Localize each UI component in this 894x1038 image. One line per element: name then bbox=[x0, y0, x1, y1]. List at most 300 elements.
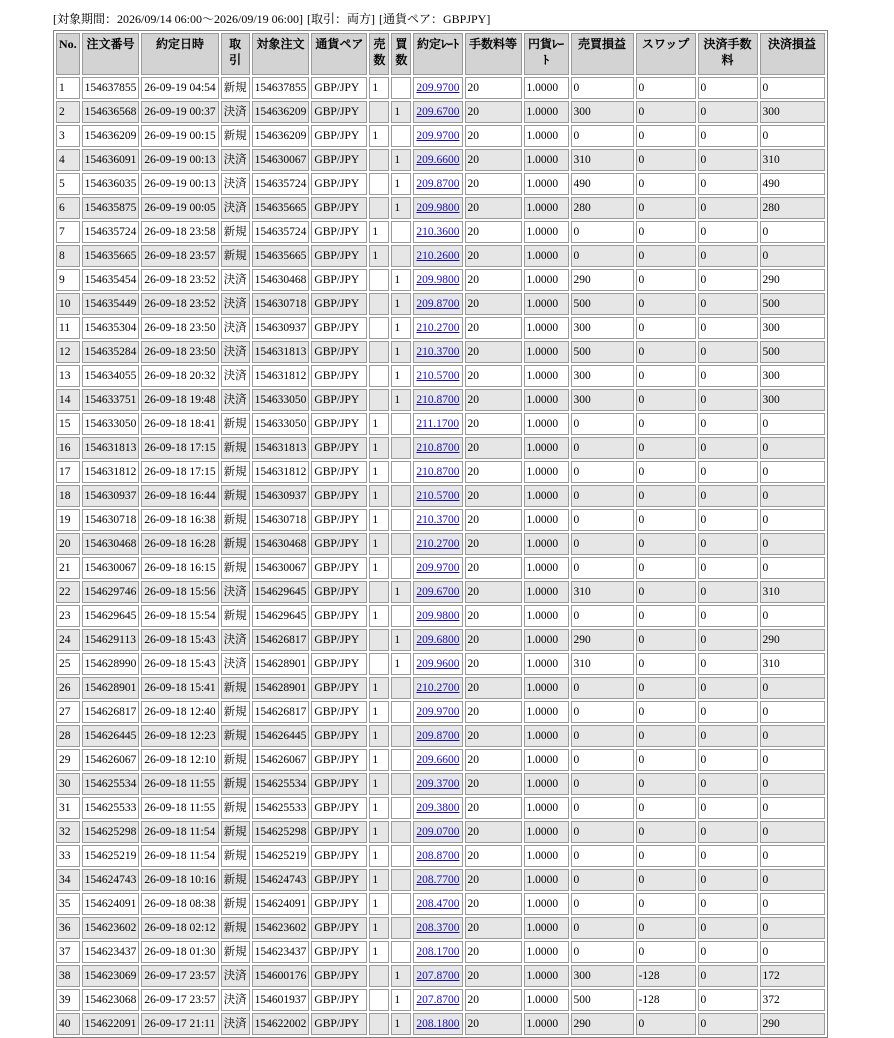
cell-execution-datetime: 26-09-18 23:57 bbox=[141, 245, 218, 267]
cell-trade-type: 決済 bbox=[221, 365, 250, 387]
cell-close-fee: 0 bbox=[698, 437, 758, 459]
cell-close-fee: 0 bbox=[698, 485, 758, 507]
execution-rate-link[interactable]: 209.6700 bbox=[416, 586, 460, 598]
execution-rate-link[interactable]: 208.8700 bbox=[416, 850, 460, 862]
cell-order-number: 154622091 bbox=[82, 1013, 140, 1035]
cell-trade-pl: 0 bbox=[571, 917, 634, 939]
cell-trade-pl: 0 bbox=[571, 125, 634, 147]
cell-execution-rate bbox=[413, 749, 462, 771]
cell-yen-rate: 1.0000 bbox=[524, 917, 569, 939]
cell-currency-pair: GBP/JPY bbox=[311, 269, 367, 291]
cell-execution-rate bbox=[413, 821, 462, 843]
cell-close-pl: 280 bbox=[760, 197, 825, 219]
cell-no: 15 bbox=[56, 413, 80, 435]
cell-close-fee: 0 bbox=[698, 533, 758, 555]
cell-execution-rate bbox=[413, 221, 462, 243]
cell-close-fee: 0 bbox=[698, 773, 758, 795]
cell-fee: 20 bbox=[465, 269, 522, 291]
cell-trade-type: 新規 bbox=[221, 869, 250, 891]
cell-order-number: 154626445 bbox=[82, 725, 140, 747]
col-header-execution-datetime: 約定日時 bbox=[141, 33, 218, 75]
cell-order-number: 154628901 bbox=[82, 677, 140, 699]
cell-close-fee: 0 bbox=[698, 917, 758, 939]
cell-execution-rate bbox=[413, 365, 462, 387]
cell-trade-type: 新規 bbox=[221, 821, 250, 843]
cell-currency-pair: GBP/JPY bbox=[311, 437, 367, 459]
cell-target-order: 154628901 bbox=[252, 677, 310, 699]
cell-close-fee: 0 bbox=[698, 221, 758, 243]
execution-rate-link[interactable]: 209.9700 bbox=[416, 562, 460, 574]
execution-rate-link[interactable]: 208.1700 bbox=[416, 946, 460, 958]
table-row bbox=[56, 749, 825, 771]
cell-trade-pl: 490 bbox=[571, 173, 634, 195]
cell-execution-datetime: 26-09-18 08:38 bbox=[141, 893, 218, 915]
cell-trade-pl: 0 bbox=[571, 749, 634, 771]
cell-swap: 0 bbox=[636, 197, 696, 219]
cell-buy-qty bbox=[391, 725, 411, 747]
execution-rate-link[interactable]: 210.2700 bbox=[416, 538, 460, 550]
cell-execution-datetime: 26-09-18 17:15 bbox=[141, 437, 218, 459]
cell-sell-qty: 1 bbox=[369, 413, 389, 435]
cell-execution-rate bbox=[413, 293, 462, 315]
execution-rate-link[interactable]: 209.8700 bbox=[416, 730, 460, 742]
cell-target-order: 154629645 bbox=[252, 581, 310, 603]
execution-rate-link[interactable]: 207.8700 bbox=[416, 994, 460, 1006]
cell-trade-pl: 0 bbox=[571, 941, 634, 963]
cell-order-number: 154636035 bbox=[82, 173, 140, 195]
cell-buy-qty: 1 bbox=[391, 341, 411, 363]
cell-trade-pl: 0 bbox=[571, 533, 634, 555]
cell-close-fee: 0 bbox=[698, 653, 758, 675]
cell-swap: 0 bbox=[636, 917, 696, 939]
cell-swap: 0 bbox=[636, 509, 696, 531]
cell-no: 8 bbox=[56, 245, 80, 267]
execution-rate-link[interactable]: 209.8700 bbox=[416, 298, 460, 310]
cell-currency-pair: GBP/JPY bbox=[311, 677, 367, 699]
cell-trade-pl: 300 bbox=[571, 101, 634, 123]
execution-rate-link[interactable]: 210.8700 bbox=[416, 394, 460, 406]
cell-buy-qty bbox=[391, 77, 411, 99]
cell-fee: 20 bbox=[465, 701, 522, 723]
cell-fee: 20 bbox=[465, 557, 522, 579]
table-row bbox=[56, 341, 825, 363]
cell-target-order: 154630067 bbox=[252, 149, 310, 171]
cell-order-number: 154629746 bbox=[82, 581, 140, 603]
cell-execution-datetime: 26-09-19 00:05 bbox=[141, 197, 218, 219]
cell-close-fee: 0 bbox=[698, 341, 758, 363]
cell-fee: 20 bbox=[465, 389, 522, 411]
cell-fee: 20 bbox=[465, 941, 522, 963]
execution-rate-link[interactable]: 209.9800 bbox=[416, 202, 460, 214]
cell-execution-rate bbox=[413, 989, 462, 1011]
execution-rate-link[interactable]: 208.1800 bbox=[416, 1018, 460, 1030]
cell-close-fee: 0 bbox=[698, 245, 758, 267]
cell-trade-type: 新規 bbox=[221, 725, 250, 747]
cell-currency-pair: GBP/JPY bbox=[311, 581, 367, 603]
cell-target-order: 154636209 bbox=[252, 101, 310, 123]
cell-no: 27 bbox=[56, 701, 80, 723]
cell-no: 1 bbox=[56, 77, 80, 99]
cell-trade-type: 決済 bbox=[221, 149, 250, 171]
cell-fee: 20 bbox=[465, 125, 522, 147]
cell-currency-pair: GBP/JPY bbox=[311, 773, 367, 795]
cell-execution-rate bbox=[413, 893, 462, 915]
cell-execution-rate bbox=[413, 677, 462, 699]
execution-rate-link[interactable]: 209.0700 bbox=[416, 826, 460, 838]
cell-close-fee: 0 bbox=[698, 557, 758, 579]
execution-rate-link[interactable]: 209.3800 bbox=[416, 802, 460, 814]
cell-execution-rate bbox=[413, 485, 462, 507]
execution-rate-link[interactable]: 209.6600 bbox=[416, 154, 460, 166]
cell-execution-datetime: 26-09-19 04:54 bbox=[141, 77, 218, 99]
cell-close-pl: 0 bbox=[760, 797, 825, 819]
cell-trade-type: 決済 bbox=[221, 389, 250, 411]
cell-yen-rate: 1.0000 bbox=[524, 173, 569, 195]
cell-order-number: 154626817 bbox=[82, 701, 140, 723]
cell-swap: 0 bbox=[636, 293, 696, 315]
cell-no: 21 bbox=[56, 557, 80, 579]
cell-close-fee: 0 bbox=[698, 293, 758, 315]
cell-trade-pl: 0 bbox=[571, 605, 634, 627]
cell-no: 30 bbox=[56, 773, 80, 795]
cell-trade-type: 新規 bbox=[221, 773, 250, 795]
cell-target-order: 154630468 bbox=[252, 269, 310, 291]
cell-order-number: 154623068 bbox=[82, 989, 140, 1011]
cell-yen-rate: 1.0000 bbox=[524, 653, 569, 675]
cell-trade-type: 決済 bbox=[221, 629, 250, 651]
cell-yen-rate: 1.0000 bbox=[524, 893, 569, 915]
cell-buy-qty bbox=[391, 245, 411, 267]
cell-currency-pair: GBP/JPY bbox=[311, 725, 367, 747]
cell-execution-rate bbox=[413, 413, 462, 435]
cell-order-number: 154636091 bbox=[82, 149, 140, 171]
cell-trade-pl: 0 bbox=[571, 725, 634, 747]
execution-rate-link[interactable]: 211.1700 bbox=[416, 418, 460, 430]
cell-close-pl: 0 bbox=[760, 869, 825, 891]
cell-trade-pl: 0 bbox=[571, 773, 634, 795]
cell-no: 5 bbox=[56, 173, 80, 195]
cell-yen-rate: 1.0000 bbox=[524, 413, 569, 435]
cell-order-number: 154635665 bbox=[82, 245, 140, 267]
execution-rate-link[interactable]: 209.3700 bbox=[416, 778, 460, 790]
cell-close-pl: 0 bbox=[760, 725, 825, 747]
cell-target-order: 154633050 bbox=[252, 413, 310, 435]
execution-rate-link[interactable]: 210.8700 bbox=[416, 466, 460, 478]
cell-order-number: 154629645 bbox=[82, 605, 140, 627]
cell-target-order: 154622002 bbox=[252, 1013, 310, 1035]
cell-swap: 0 bbox=[636, 605, 696, 627]
cell-order-number: 154633050 bbox=[82, 413, 140, 435]
execution-rate-link[interactable]: 208.7700 bbox=[416, 874, 460, 886]
table-row bbox=[56, 77, 825, 99]
cell-fee: 20 bbox=[465, 437, 522, 459]
cell-buy-qty bbox=[391, 941, 411, 963]
cell-sell-qty: 1 bbox=[369, 725, 389, 747]
cell-currency-pair: GBP/JPY bbox=[311, 221, 367, 243]
cell-close-pl: 0 bbox=[760, 77, 825, 99]
cell-no: 22 bbox=[56, 581, 80, 603]
col-header-execution-rate: 約定ﾚｰﾄ bbox=[413, 33, 462, 75]
cell-trade-pl: 290 bbox=[571, 269, 634, 291]
cell-execution-rate bbox=[413, 197, 462, 219]
table-row bbox=[56, 845, 825, 867]
cell-target-order: 154623437 bbox=[252, 941, 310, 963]
table-row bbox=[56, 389, 825, 411]
cell-trade-pl: 300 bbox=[571, 965, 634, 987]
cell-yen-rate: 1.0000 bbox=[524, 389, 569, 411]
cell-fee: 20 bbox=[465, 797, 522, 819]
col-header-trade-type: 取引 bbox=[221, 33, 250, 75]
execution-rate-link[interactable]: 210.3700 bbox=[416, 346, 460, 358]
cell-execution-datetime: 26-09-18 15:43 bbox=[141, 653, 218, 675]
cell-no: 16 bbox=[56, 437, 80, 459]
execution-rate-link[interactable]: 209.6800 bbox=[416, 634, 460, 646]
cell-target-order: 154625534 bbox=[252, 773, 310, 795]
cell-currency-pair: GBP/JPY bbox=[311, 197, 367, 219]
table-row bbox=[56, 533, 825, 555]
cell-close-pl: 0 bbox=[760, 701, 825, 723]
cell-yen-rate: 1.0000 bbox=[524, 869, 569, 891]
table-row bbox=[56, 485, 825, 507]
col-header-sell-qty: 売数 bbox=[369, 33, 389, 75]
cell-swap: 0 bbox=[636, 461, 696, 483]
cell-execution-rate bbox=[413, 173, 462, 195]
execution-rate-link[interactable]: 210.5700 bbox=[416, 370, 460, 382]
cell-fee: 20 bbox=[465, 509, 522, 531]
cell-yen-rate: 1.0000 bbox=[524, 293, 569, 315]
cell-sell-qty bbox=[369, 317, 389, 339]
cell-order-number: 154635449 bbox=[82, 293, 140, 315]
cell-execution-datetime: 26-09-18 11:54 bbox=[141, 821, 218, 843]
cell-no: 36 bbox=[56, 917, 80, 939]
cell-fee: 20 bbox=[465, 821, 522, 843]
cell-currency-pair: GBP/JPY bbox=[311, 1013, 367, 1035]
cell-currency-pair: GBP/JPY bbox=[311, 77, 367, 99]
cell-fee: 20 bbox=[465, 101, 522, 123]
cell-fee: 20 bbox=[465, 773, 522, 795]
cell-execution-datetime: 26-09-18 15:41 bbox=[141, 677, 218, 699]
cell-buy-qty: 1 bbox=[391, 365, 411, 387]
cell-sell-qty bbox=[369, 629, 389, 651]
cell-target-order: 154633050 bbox=[252, 389, 310, 411]
cell-close-pl: 300 bbox=[760, 389, 825, 411]
cell-execution-rate bbox=[413, 869, 462, 891]
cell-order-number: 154626067 bbox=[82, 749, 140, 771]
cell-sell-qty bbox=[369, 101, 389, 123]
cell-close-pl: 0 bbox=[760, 509, 825, 531]
cell-trade-type: 決済 bbox=[221, 269, 250, 291]
cell-fee: 20 bbox=[465, 1013, 522, 1035]
cell-close-pl: 0 bbox=[760, 773, 825, 795]
cell-sell-qty: 1 bbox=[369, 125, 389, 147]
cell-sell-qty bbox=[369, 269, 389, 291]
cell-close-fee: 0 bbox=[698, 461, 758, 483]
cell-yen-rate: 1.0000 bbox=[524, 773, 569, 795]
cell-trade-type: 新規 bbox=[221, 701, 250, 723]
cell-close-pl: 310 bbox=[760, 581, 825, 603]
cell-trade-pl: 0 bbox=[571, 461, 634, 483]
cell-sell-qty: 1 bbox=[369, 749, 389, 771]
execution-rate-link[interactable]: 210.8700 bbox=[416, 442, 460, 454]
col-header-yen-rate: 円貨ﾚｰﾄ bbox=[524, 33, 569, 75]
cell-close-fee: 0 bbox=[698, 821, 758, 843]
table-row bbox=[56, 173, 825, 195]
cell-currency-pair: GBP/JPY bbox=[311, 917, 367, 939]
cell-close-fee: 0 bbox=[698, 101, 758, 123]
cell-trade-pl: 0 bbox=[571, 821, 634, 843]
cell-no: 6 bbox=[56, 197, 80, 219]
cell-no: 34 bbox=[56, 869, 80, 891]
execution-rate-link[interactable]: 210.2700 bbox=[416, 322, 460, 334]
cell-target-order: 154625533 bbox=[252, 797, 310, 819]
cell-execution-rate bbox=[413, 629, 462, 651]
cell-trade-pl: 310 bbox=[571, 149, 634, 171]
cell-buy-qty: 1 bbox=[391, 269, 411, 291]
cell-execution-rate bbox=[413, 557, 462, 579]
cell-close-pl: 0 bbox=[760, 845, 825, 867]
cell-buy-qty bbox=[391, 557, 411, 579]
execution-rate-link[interactable]: 210.3600 bbox=[416, 226, 460, 238]
cell-swap: 0 bbox=[636, 821, 696, 843]
cell-order-number: 154630468 bbox=[82, 533, 140, 555]
cell-swap: -128 bbox=[636, 965, 696, 987]
cell-order-number: 154623437 bbox=[82, 941, 140, 963]
execution-rate-link[interactable]: 208.4700 bbox=[416, 898, 460, 910]
cell-order-number: 154633751 bbox=[82, 389, 140, 411]
cell-swap: 0 bbox=[636, 677, 696, 699]
cell-target-order: 154635724 bbox=[252, 221, 310, 243]
cell-fee: 20 bbox=[465, 317, 522, 339]
cell-execution-rate bbox=[413, 437, 462, 459]
cell-order-number: 154637855 bbox=[82, 77, 140, 99]
cell-swap: 0 bbox=[636, 413, 696, 435]
cell-execution-rate bbox=[413, 725, 462, 747]
cell-execution-datetime: 26-09-18 11:55 bbox=[141, 797, 218, 819]
col-header-order-number: 注文番号 bbox=[82, 33, 140, 75]
cell-sell-qty bbox=[369, 989, 389, 1011]
cell-no: 24 bbox=[56, 629, 80, 651]
cell-target-order: 154626817 bbox=[252, 629, 310, 651]
cell-target-order: 154625219 bbox=[252, 845, 310, 867]
table-row bbox=[56, 965, 825, 987]
cell-execution-datetime: 26-09-19 00:13 bbox=[141, 173, 218, 195]
execution-rate-link[interactable]: 209.6600 bbox=[416, 754, 460, 766]
execution-rate-link[interactable]: 209.9700 bbox=[416, 82, 460, 94]
cell-execution-datetime: 26-09-18 15:56 bbox=[141, 581, 218, 603]
cell-execution-rate bbox=[413, 653, 462, 675]
cell-no: 40 bbox=[56, 1013, 80, 1035]
cell-close-pl: 310 bbox=[760, 149, 825, 171]
cell-no: 26 bbox=[56, 677, 80, 699]
cell-close-fee: 0 bbox=[698, 365, 758, 387]
cell-execution-rate bbox=[413, 701, 462, 723]
cell-fee: 20 bbox=[465, 341, 522, 363]
execution-rate-link[interactable]: 208.3700 bbox=[416, 922, 460, 934]
cell-buy-qty: 1 bbox=[391, 293, 411, 315]
execution-rate-link[interactable]: 209.9700 bbox=[416, 706, 460, 718]
cell-trade-pl: 500 bbox=[571, 293, 634, 315]
cell-sell-qty: 1 bbox=[369, 605, 389, 627]
cell-yen-rate: 1.0000 bbox=[524, 605, 569, 627]
cell-execution-datetime: 26-09-18 15:43 bbox=[141, 629, 218, 651]
cell-execution-datetime: 26-09-18 12:40 bbox=[141, 701, 218, 723]
cell-fee: 20 bbox=[465, 245, 522, 267]
cell-trade-pl: 290 bbox=[571, 1013, 634, 1035]
table-row bbox=[56, 269, 825, 291]
cell-sell-qty bbox=[369, 149, 389, 171]
execution-rate-link[interactable]: 209.9600 bbox=[416, 658, 460, 670]
cell-execution-datetime: 26-09-18 16:44 bbox=[141, 485, 218, 507]
execution-rate-link[interactable]: 210.3700 bbox=[416, 514, 460, 526]
cell-close-pl: 0 bbox=[760, 821, 825, 843]
cell-execution-rate bbox=[413, 149, 462, 171]
execution-rate-link[interactable]: 209.8700 bbox=[416, 178, 460, 190]
cell-currency-pair: GBP/JPY bbox=[311, 533, 367, 555]
table-row bbox=[56, 293, 825, 315]
cell-swap: 0 bbox=[636, 581, 696, 603]
cell-execution-rate bbox=[413, 269, 462, 291]
cell-sell-qty bbox=[369, 341, 389, 363]
cell-yen-rate: 1.0000 bbox=[524, 365, 569, 387]
cell-currency-pair: GBP/JPY bbox=[311, 893, 367, 915]
cell-currency-pair: GBP/JPY bbox=[311, 845, 367, 867]
cell-currency-pair: GBP/JPY bbox=[311, 125, 367, 147]
cell-no: 10 bbox=[56, 293, 80, 315]
cell-trade-pl: 0 bbox=[571, 437, 634, 459]
cell-trade-pl: 0 bbox=[571, 77, 634, 99]
cell-sell-qty: 1 bbox=[369, 245, 389, 267]
execution-rate-link[interactable]: 210.2700 bbox=[416, 682, 460, 694]
execution-rate-link[interactable]: 210.2600 bbox=[416, 250, 460, 262]
cell-target-order: 154624091 bbox=[252, 893, 310, 915]
cell-target-order: 154623602 bbox=[252, 917, 310, 939]
cell-yen-rate: 1.0000 bbox=[524, 1013, 569, 1035]
cell-buy-qty bbox=[391, 461, 411, 483]
cell-trade-type: 新規 bbox=[221, 77, 250, 99]
cell-sell-qty: 1 bbox=[369, 917, 389, 939]
table-row bbox=[56, 581, 825, 603]
cell-execution-datetime: 26-09-18 11:55 bbox=[141, 773, 218, 795]
cell-no: 20 bbox=[56, 533, 80, 555]
execution-rate-link[interactable]: 209.9700 bbox=[416, 130, 460, 142]
cell-trade-type: 新規 bbox=[221, 437, 250, 459]
cell-trade-type: 新規 bbox=[221, 557, 250, 579]
execution-rate-link[interactable]: 210.5700 bbox=[416, 490, 460, 502]
cell-yen-rate: 1.0000 bbox=[524, 197, 569, 219]
cell-fee: 20 bbox=[465, 629, 522, 651]
cell-trade-pl: 0 bbox=[571, 557, 634, 579]
cell-trade-type: 新規 bbox=[221, 893, 250, 915]
cell-trade-type: 決済 bbox=[221, 989, 250, 1011]
cell-trade-type: 新規 bbox=[221, 245, 250, 267]
cell-execution-datetime: 26-09-18 16:15 bbox=[141, 557, 218, 579]
table-body bbox=[56, 77, 825, 1035]
execution-rate-link[interactable]: 207.8700 bbox=[416, 970, 460, 982]
cell-currency-pair: GBP/JPY bbox=[311, 149, 367, 171]
cell-fee: 20 bbox=[465, 413, 522, 435]
execution-rate-link[interactable]: 209.9800 bbox=[416, 274, 460, 286]
cell-target-order: 154600176 bbox=[252, 965, 310, 987]
cell-target-order: 154631812 bbox=[252, 461, 310, 483]
cell-no: 18 bbox=[56, 485, 80, 507]
cell-sell-qty bbox=[369, 653, 389, 675]
execution-rate-link[interactable]: 209.6700 bbox=[416, 106, 460, 118]
cell-order-number: 154636209 bbox=[82, 125, 140, 147]
execution-rate-link[interactable]: 209.9800 bbox=[416, 610, 460, 622]
cell-close-fee: 0 bbox=[698, 389, 758, 411]
cell-execution-rate bbox=[413, 509, 462, 531]
cell-close-pl: 290 bbox=[760, 629, 825, 651]
